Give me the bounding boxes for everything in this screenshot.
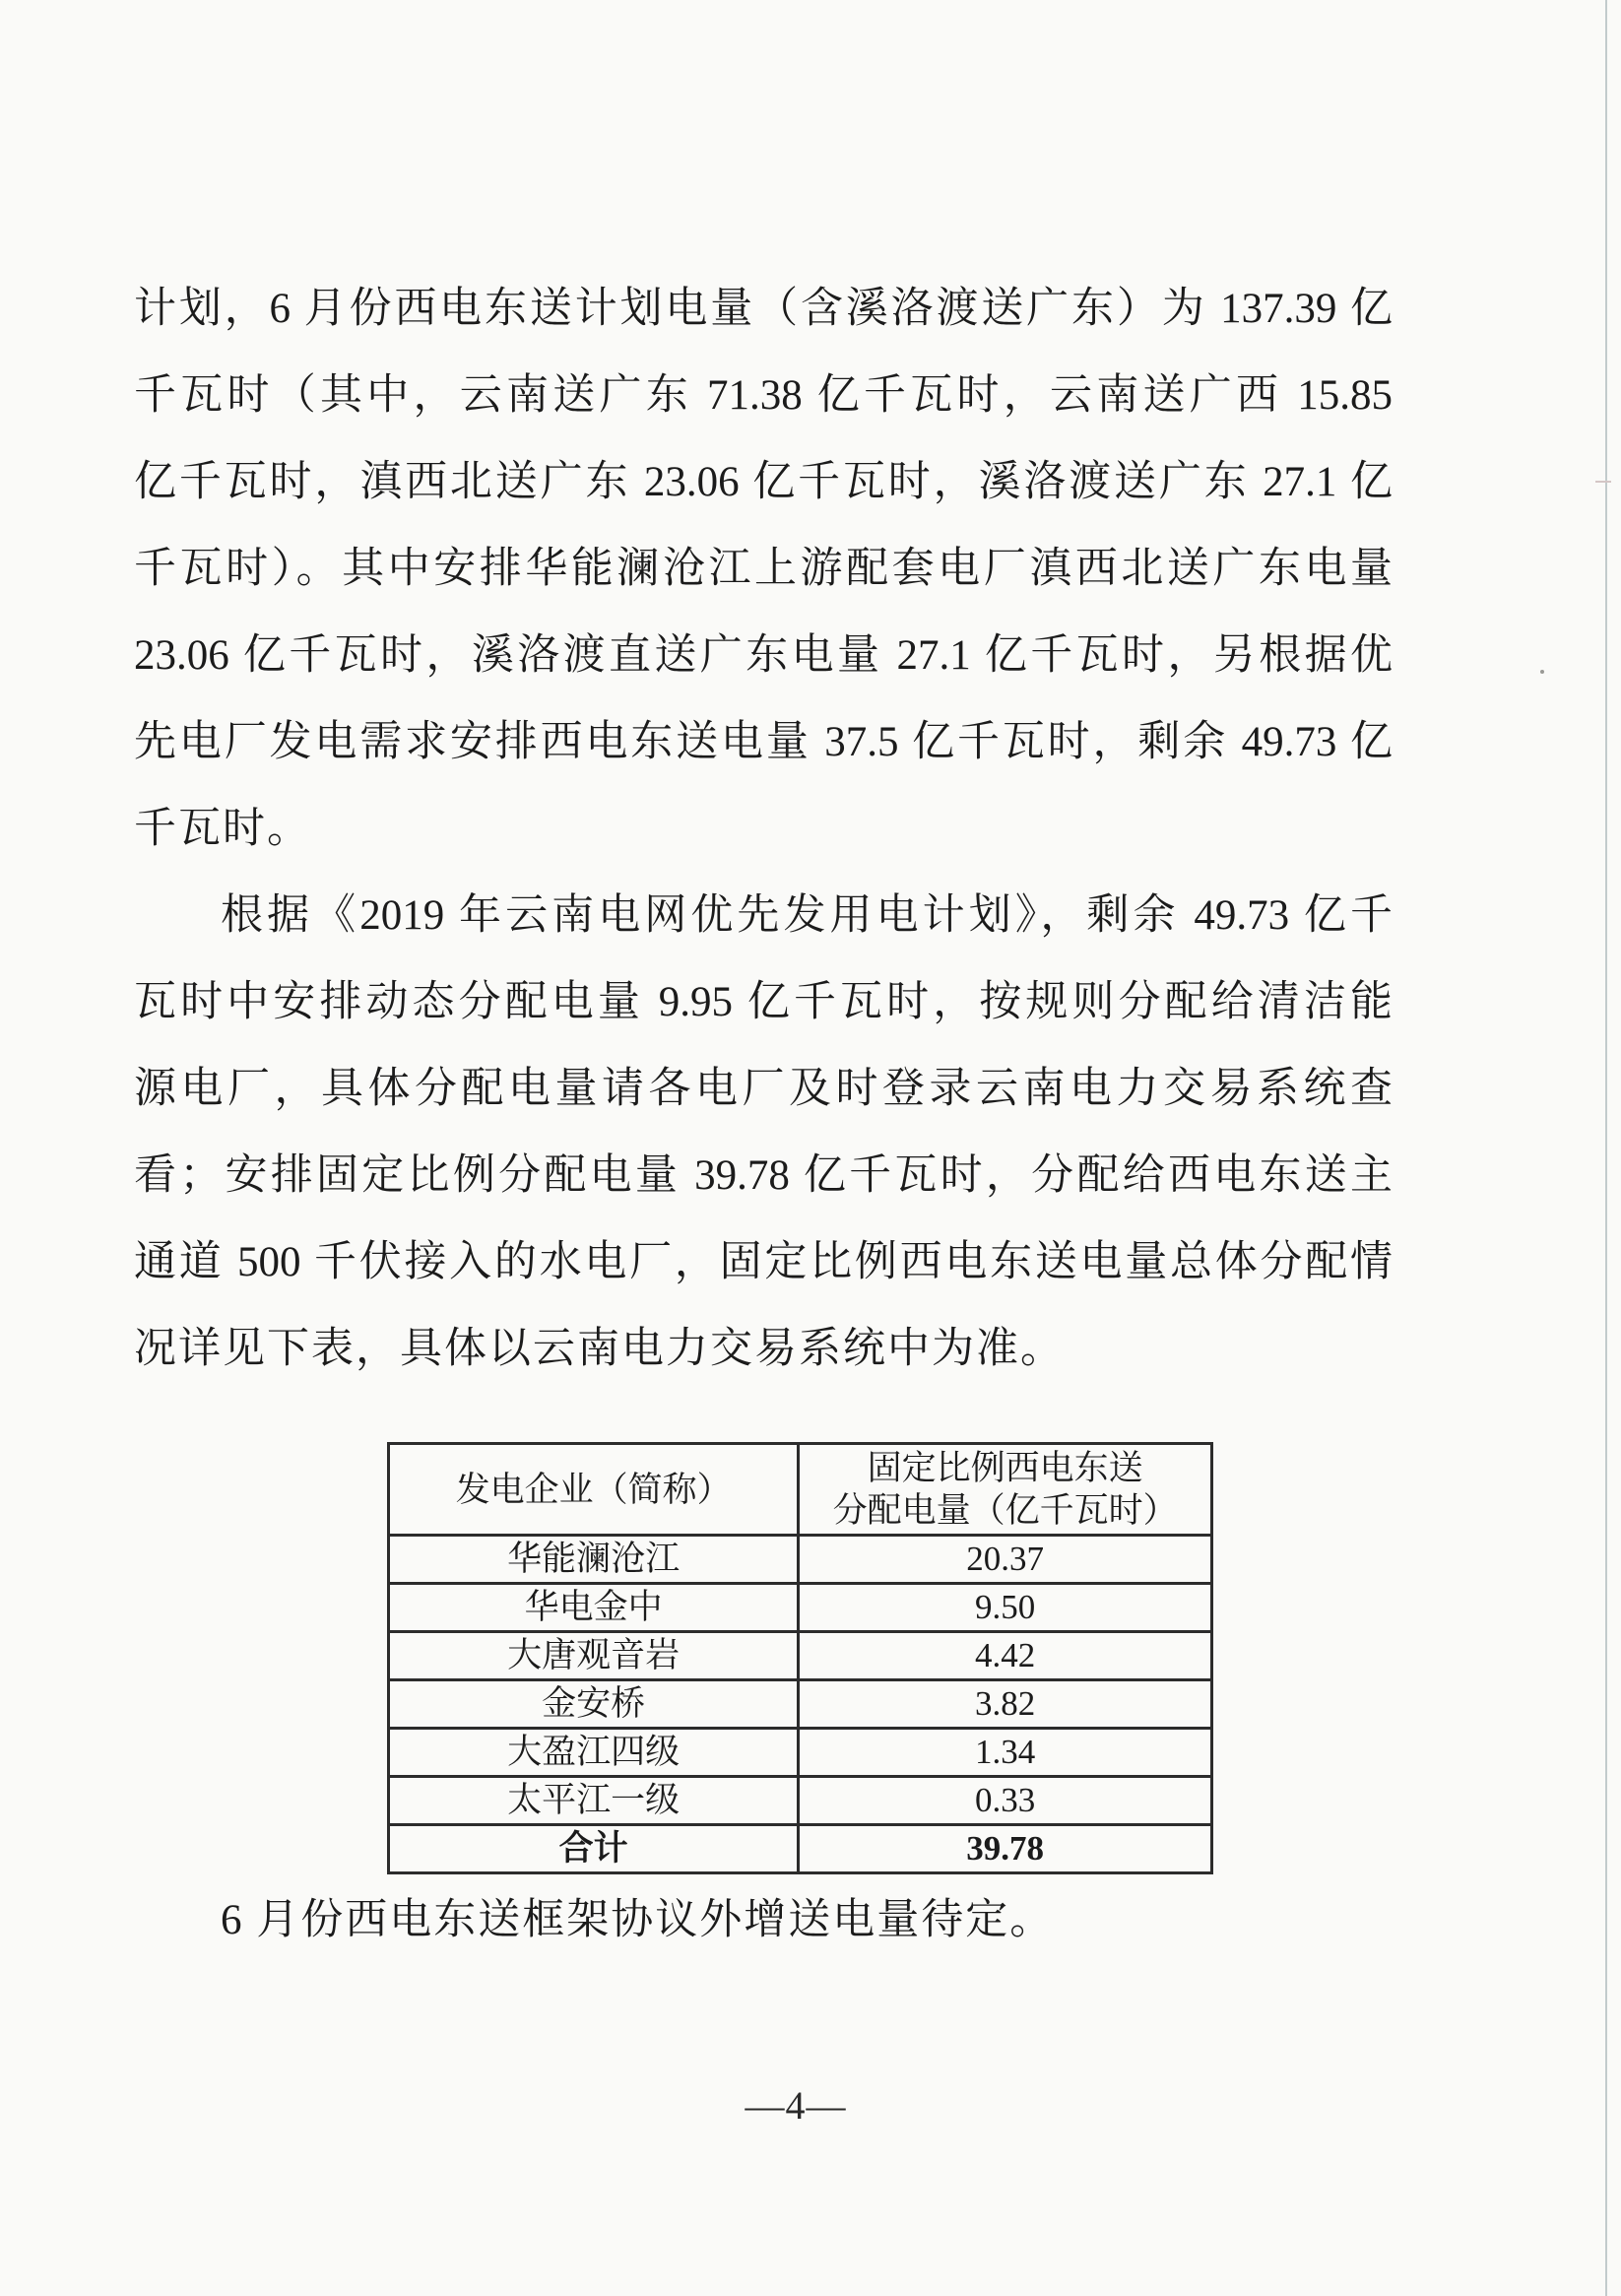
body-line: 瓦时中安排动态分配电量 9.95 亿千瓦时，按规则分配给清洁能 <box>134 979 1393 1025</box>
allocation-header-cell <box>799 1444 1212 1536</box>
value-cell: 0.33 <box>799 1777 1212 1825</box>
table-row <box>389 1729 1212 1777</box>
body-line: 况详见下表，具体以云南电力交易系统中为准。 <box>134 1326 1065 1372</box>
body-line: 看；安排固定比例分配电量 39.78 亿千瓦时，分配给西电东送主 <box>134 1152 1393 1199</box>
body-line: 千瓦时）。其中安排华能澜沧江上游配套电厂滇西北送广东电量 <box>134 546 1393 592</box>
company-cell: 大盈江四级 <box>389 1729 799 1777</box>
value-cell: 4.42 <box>799 1632 1212 1680</box>
value-cell: 3.82 <box>799 1680 1212 1729</box>
body-line: 根据《2019 年云南电网优先发用电计划》，剩余 49.73 亿千 <box>221 892 1393 939</box>
table-row <box>389 1680 1212 1729</box>
body-line: 计划，6 月份西电东送计划电量（含溪洛渡送广东）为 137.39 亿 <box>134 286 1393 332</box>
scan-artifact-tick <box>1595 481 1611 483</box>
value-cell: 9.50 <box>799 1584 1212 1632</box>
allocation-header-line2: 分配电量（亿千瓦时） <box>832 1491 1178 1530</box>
body-line: 千瓦时。 <box>134 806 311 852</box>
body-line: 23.06 亿千瓦时，溪洛渡直送广东电量 27.1 亿千瓦时，另根据优 <box>134 632 1393 679</box>
body-line: 千瓦时（其中，云南送广东 71.38 亿千瓦时，云南送广西 15.85 <box>134 372 1393 419</box>
body-line: 源电厂，具体分配电量请各电厂及时登录云南电力交易系统查 <box>134 1066 1393 1112</box>
company-header-cell: 发电企业（简称） <box>389 1444 799 1536</box>
table-header-row <box>389 1444 1212 1536</box>
body-line: 先电厂发电需求安排西电东送电量 37.5 亿千瓦时，剩余 49.73 亿 <box>134 719 1393 765</box>
value-cell: 20.37 <box>799 1536 1212 1584</box>
total-value-cell: 39.78 <box>799 1825 1212 1873</box>
body-line: 亿千瓦时，滇西北送广东 23.06 亿千瓦时，溪洛渡送广东 27.1 亿 <box>134 459 1393 505</box>
note-line: 6 月份西电东送框架协议外增送电量待定。 <box>221 1897 1055 1943</box>
scan-artifact-line <box>1605 0 1607 2296</box>
scan-artifact-dot <box>1540 670 1544 674</box>
company-cell: 大唐观音岩 <box>389 1632 799 1680</box>
allocation-table <box>387 1442 1213 1874</box>
page-number: —4— <box>745 2083 847 2128</box>
company-cell: 华能澜沧江 <box>389 1536 799 1584</box>
table-row <box>389 1584 1212 1632</box>
company-cell: 华电金中 <box>389 1584 799 1632</box>
allocation-header-line1: 固定比例西电东送 <box>867 1449 1143 1487</box>
table-row <box>389 1777 1212 1825</box>
company-cell: 金安桥 <box>389 1680 799 1729</box>
table-row <box>389 1632 1212 1680</box>
value-cell: 1.34 <box>799 1729 1212 1777</box>
table-total-row <box>389 1825 1212 1873</box>
total-label-cell: 合计 <box>389 1825 799 1873</box>
company-cell: 太平江一级 <box>389 1777 799 1825</box>
table-row <box>389 1536 1212 1584</box>
body-line: 通道 500 千伏接入的水电厂，固定比例西电东送电量总体分配情 <box>134 1239 1393 1285</box>
body-text-block <box>134 266 1393 1393</box>
